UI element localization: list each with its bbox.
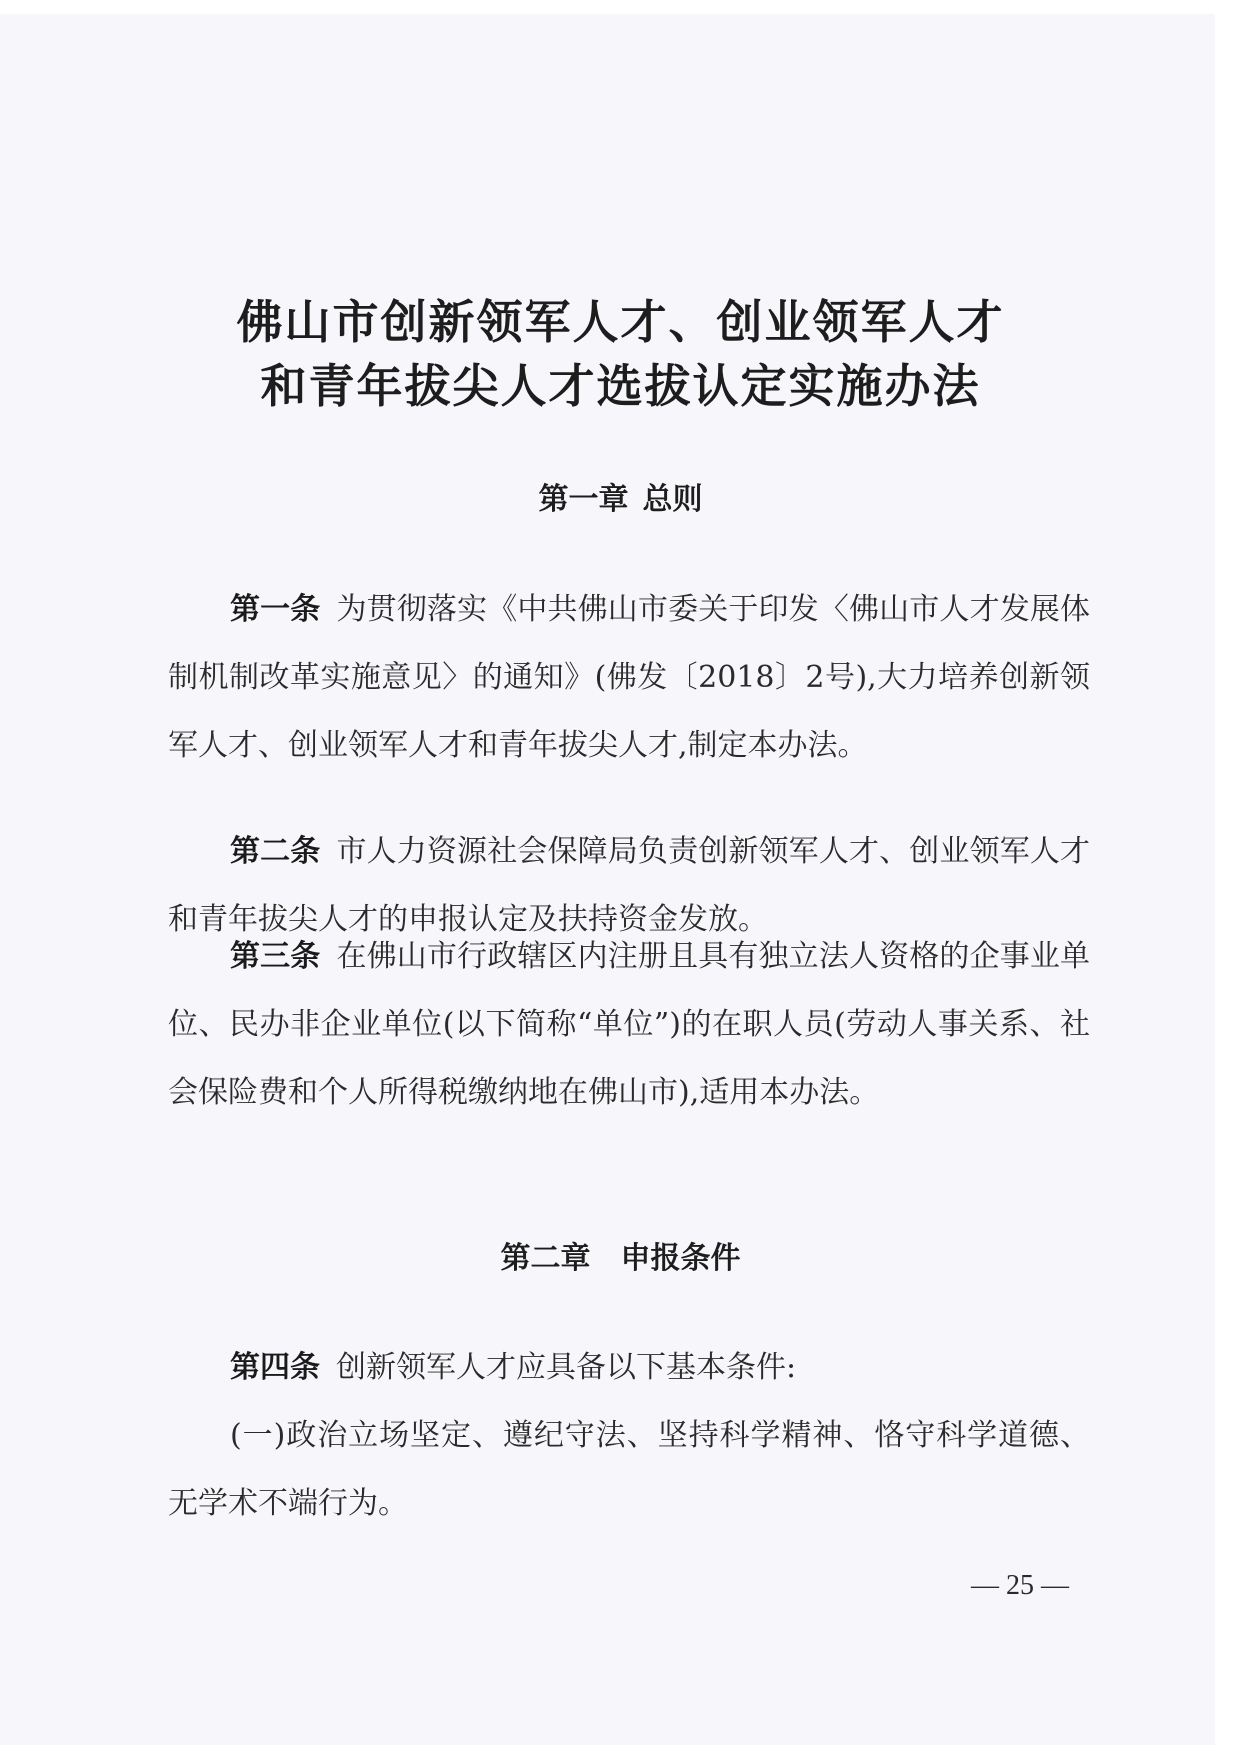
article-4-label: 第四条: [230, 1350, 320, 1385]
scan-border-right: [1215, 0, 1241, 1755]
scan-border-top: [0, 0, 1241, 14]
page-number: — 25 —: [971, 1570, 1069, 1601]
article-3: [168, 923, 1090, 1127]
chapter-1-heading: [0, 474, 1241, 518]
chapter-1-number: 第一章: [538, 482, 629, 517]
article-3-label: 第三条: [230, 939, 321, 974]
chapter-1-name: 总则: [642, 482, 703, 517]
chapter-2-number: 第二章: [500, 1241, 591, 1276]
article-1: [168, 576, 1090, 780]
article-2-label: 第二条: [230, 834, 321, 869]
article-4: [168, 1334, 1090, 1402]
document-title-line-2: 和青年拔尖人才选拔认定实施办法: [260, 359, 981, 413]
scan-border-bottom: [0, 1745, 1241, 1755]
article-1-label: 第一条: [230, 592, 321, 627]
chapter-2-name: 申报条件: [620, 1241, 741, 1276]
article-3-text: 在佛山市行政辖区内注册且具有独立法人资格的企事业单位、民办非企业单位(以下简称“单位”)的在职人员(劳动人事关系、社会保险费和个人所得税缴纳地在佛山市),适用本办法。: [168, 939, 1091, 1110]
article-2-text: 市人力资源社会保障局负责创新领军人才、创业领军人才和青年拔尖人才的申报认定及扶持资金发放。: [168, 834, 1091, 937]
condition-item-1: (一)政治立场坚定、遵纪守法、坚持科学精神、恪守科学道德、无学术不端行为。: [168, 1418, 1090, 1521]
chapter-2-heading: [0, 1233, 1241, 1277]
article-4-text: 创新领军人才应具备以下基本条件:: [336, 1350, 797, 1385]
article-1-text: 为贯彻落实《中共佛山市委关于印发〈佛山市人才发展体制机制改革实施意见〉的通知》(佛发〔2018〕2号),大力培养创新领军人才、创业领军人才和青年拔尖人才,制定本办法。: [168, 592, 1091, 763]
document-title-line-1: 佛山市创新领军人才、创业领军人才: [236, 295, 1005, 349]
